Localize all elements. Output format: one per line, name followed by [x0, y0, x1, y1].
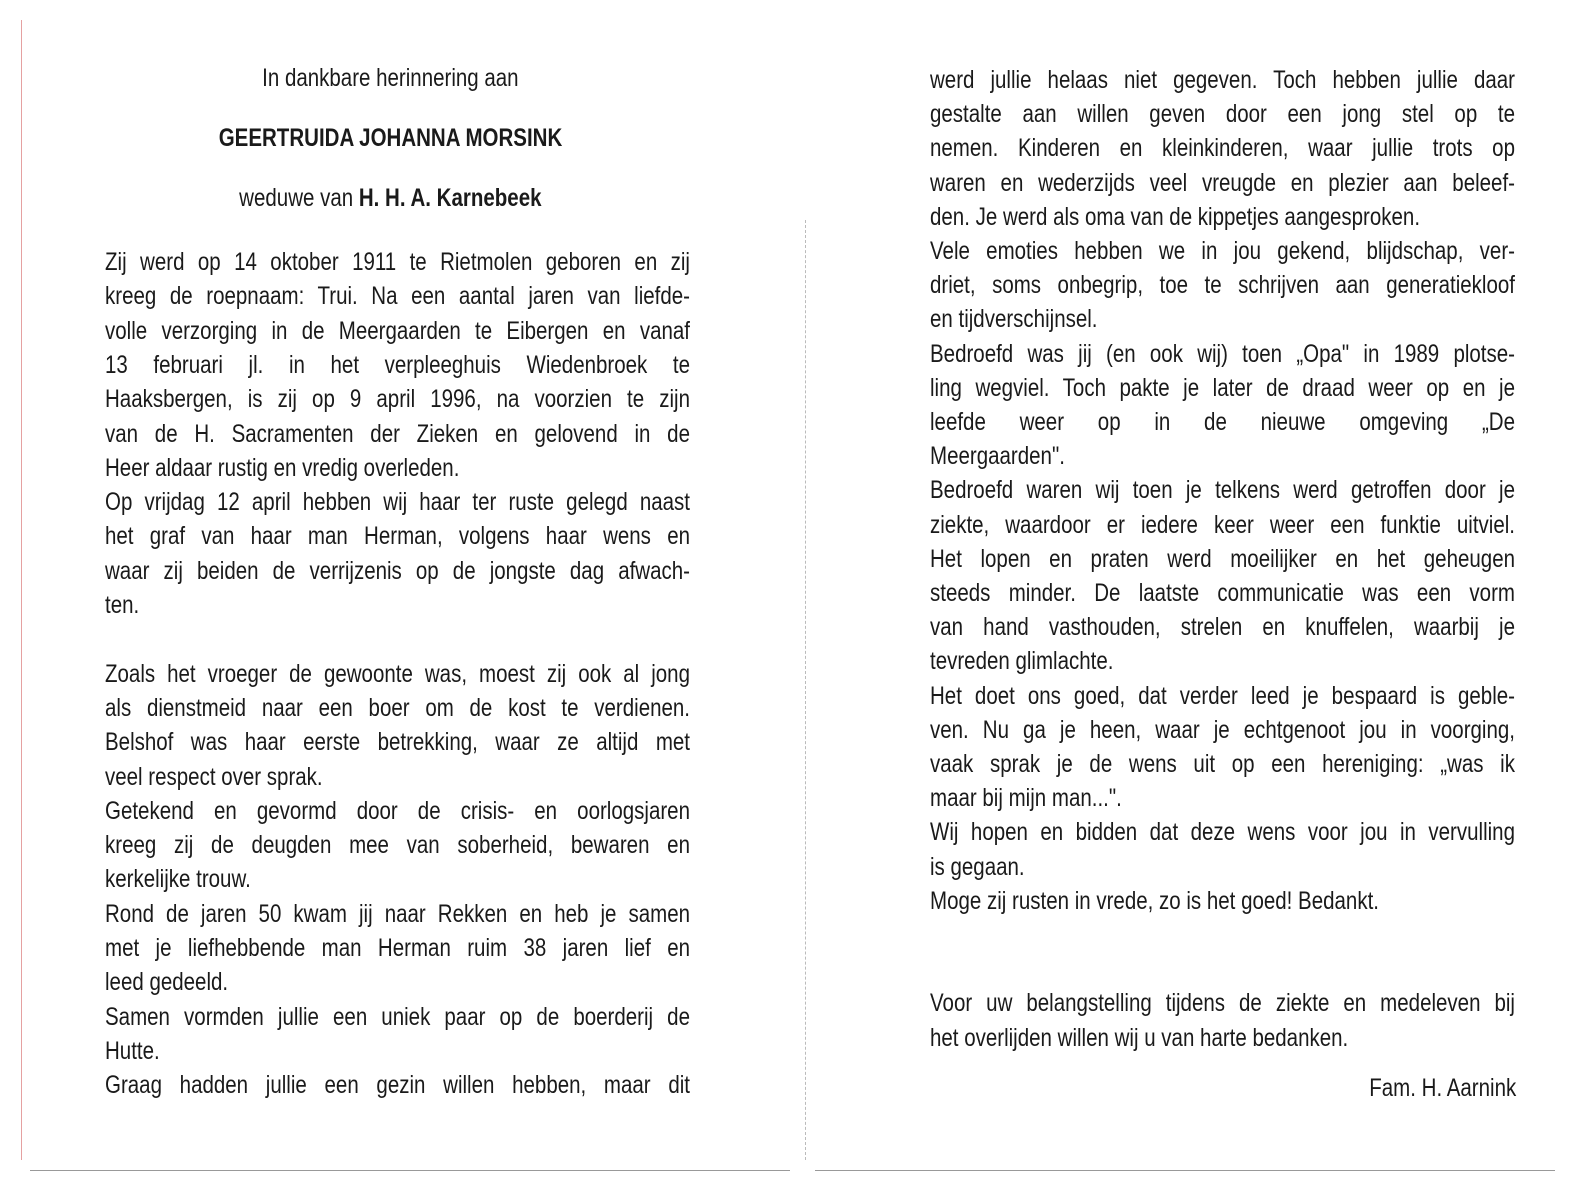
- text-line: [105, 622, 690, 656]
- text-line: ziekte, waardoor er iedere keer weer een funktie uitviel.: [930, 510, 1515, 539]
- text-line: Meergaarden".: [930, 442, 1065, 471]
- text-line: van hand vasthouden, strelen en knuffelen, waarbij je: [930, 613, 1515, 642]
- text-line: Hutte.: [105, 1036, 160, 1065]
- signature: Fam. H. Aarnink: [1369, 1074, 1516, 1102]
- widow-prefix: weduwe van: [238, 184, 353, 212]
- text-line: Samen vormden jullie een uniek paar op de boerderij de: [105, 1002, 690, 1031]
- text-line: van de H. Sacramenten der Zieken en gelovend in de: [105, 419, 690, 448]
- text-line: Getekend en gevormd door de crisis- en oorlogsjaren: [105, 796, 690, 825]
- widow-line: [0, 181, 780, 215]
- text-line: waar zij beiden de verrijzenis op de jongste dag afwach-: [105, 556, 690, 585]
- text-line: Zij werd op 14 oktober 1911 te Rietmolen geboren en zij: [105, 248, 690, 276]
- text-line: Bedroefd waren wij toen je telkens werd getroffen door je: [930, 476, 1515, 505]
- text-line: vaak sprak je de wens uit op een hereniging: „was ik: [930, 750, 1515, 778]
- text-line: ling wegviel. Toch pakte je later de draad weer op en je: [930, 373, 1515, 402]
- text-line: het overlijden willen wij u van harte bedanken.: [930, 1023, 1349, 1052]
- text-line: ten.: [105, 591, 140, 619]
- bottom-edge-left: [30, 1170, 790, 1171]
- text-line: veel respect over sprak.: [105, 762, 323, 791]
- text-line: met je liefhebbende man Herman ruim 38 jaren lief en: [105, 934, 690, 962]
- text-line: Wij hopen en bidden dat deze wens voor jou in vervulling: [930, 818, 1515, 847]
- text-line: Zoals het vroeger de gewoonte was, moest zij ook al jong: [105, 659, 690, 688]
- name-text: GEERTRUIDA JOHANNA MORSINK: [218, 124, 562, 152]
- text-line: 13 februari jl. in het verpleeghuis Wiedenbroek te: [105, 350, 690, 379]
- text-line: het graf van haar man Herman, volgens haar wens en: [105, 522, 690, 551]
- text-line: als dienstmeid naar een boer om de kost te verdienen.: [105, 693, 690, 722]
- text-line: driet, soms onbegrip, toe te schrijven aan generatiekloof: [930, 271, 1515, 300]
- text-line: Bedroefd was jij (en ook wij) toen „Opa" in 1989 plotse-: [930, 339, 1515, 368]
- text-line: Het doet ons goed, dat verder leed je bespaard is geble-: [930, 681, 1515, 710]
- text-line: Graag hadden jullie een gezin willen hebben, maar dit: [105, 1071, 690, 1100]
- intro-text: In dankbare herinnering aan: [261, 64, 519, 92]
- text-line: Voor uw belangstelling tijdens de ziekte en medeleven bij: [930, 989, 1515, 1018]
- text-line: Belshof was haar eerste betrekking, waar ze altijd met: [105, 728, 690, 757]
- text-line: leed gedeeld.: [105, 968, 229, 997]
- text-line: gestalte aan willen geven door een jong stel op te: [930, 100, 1515, 129]
- text-line: is gegaan.: [930, 852, 1025, 881]
- intro-line: [0, 61, 780, 95]
- text-line: Rond de jaren 50 kwam jij naar Rekken en heb je samen: [105, 899, 690, 928]
- text-line: waren en wederzijds veel vreugde en plezier aan beleef-: [930, 168, 1515, 197]
- text-line: tevreden glimlachte.: [930, 647, 1114, 676]
- text-line: [930, 918, 1515, 952]
- bottom-edge-right: [815, 1170, 1555, 1171]
- text-line: Het lopen en praten werd moeilijker en het geheugen: [930, 544, 1515, 573]
- text-line: nemen. Kinderen en kleinkinderen, waar jullie trots op: [930, 134, 1515, 163]
- text-line: kreeg zij de deugden mee van soberheid, bewaren en: [105, 831, 690, 860]
- text-line: maar bij mijn man...".: [930, 784, 1122, 813]
- text-line: [930, 952, 1515, 986]
- text-line: steeds minder. De laatste communicatie was een vorm: [930, 579, 1515, 607]
- text-line: en tijdverschijnsel.: [930, 305, 1098, 334]
- text-line: ven. Nu ga je heen, waar je echtgenoot jou in voorging,: [930, 715, 1515, 744]
- text-line: kerkelijke trouw.: [105, 865, 251, 894]
- widow-name: H. H. A. Karnebeek: [358, 184, 542, 212]
- deceased-name: [0, 121, 780, 155]
- text-line: werd jullie helaas niet gegeven. Toch hebben jullie daar: [930, 66, 1515, 94]
- text-line: kreeg de roepnaam: Trui. Na een aantal jaren van liefde-: [105, 282, 690, 311]
- text-line: Moge zij rusten in vrede, zo is het goed! Bedankt.: [930, 886, 1379, 915]
- text-line: volle verzorging in de Meergaarden te Eibergen en vanaf: [105, 316, 690, 345]
- text-line: Op vrijdag 12 april hebben wij haar ter ruste gelegd naast: [105, 488, 690, 517]
- fold-line: [805, 220, 806, 1160]
- text-line: Haaksbergen, is zij op 9 april 1996, na voorzien te zijn: [105, 385, 690, 414]
- text-line: leefde weer op in de nieuwe omgeving „De: [930, 408, 1515, 436]
- text-line: Vele emoties hebben we in jou gekend, blijdschap, ver-: [930, 237, 1515, 265]
- text-line: Heer aldaar rustig en vredig overleden.: [105, 453, 460, 482]
- text-line: den. Je werd als oma van de kippetjes aangesproken.: [930, 202, 1421, 231]
